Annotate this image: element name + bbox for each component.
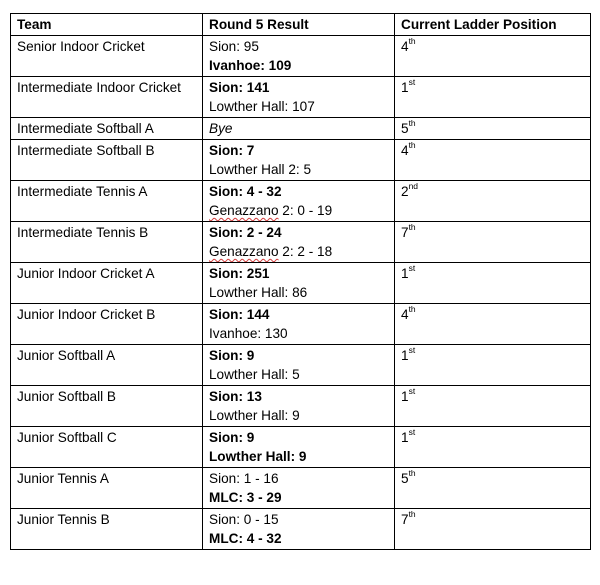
result-line: Ivanhoe: 130: [209, 326, 288, 341]
position-number: 5: [401, 471, 409, 486]
position-number: 2: [401, 184, 409, 199]
table-row: [11, 304, 591, 345]
result-cell: [203, 304, 395, 345]
ladder-position-cell: [395, 118, 591, 140]
result-cell: [203, 386, 395, 427]
ladder-position-cell: [395, 181, 591, 222]
header-round-result: Round 5 Result: [203, 14, 395, 36]
result-line: Lowther Hall: 9: [209, 449, 307, 464]
result-line: Sion: 2 - 24: [209, 225, 282, 240]
spellcheck-flagged-word: Genazzano: [209, 244, 279, 259]
result-cell: [203, 118, 395, 140]
result-line: Lowther Hall 2: 5: [209, 162, 312, 177]
result-line-rest: 2: 0 - 19: [278, 203, 333, 218]
position-number: 7: [401, 512, 409, 527]
result-cell: [203, 181, 395, 222]
result-line: Bye: [209, 121, 233, 136]
position-suffix: th: [408, 468, 416, 479]
team-cell: Intermediate Softball A: [11, 118, 203, 140]
result-line-rest: 2: 2 - 18: [278, 244, 333, 259]
position-number: 4: [401, 307, 409, 322]
result-line: Sion: 13: [209, 389, 262, 404]
team-cell: Intermediate Indoor Cricket: [11, 77, 203, 118]
result-line: Sion: 1 - 16: [209, 471, 279, 486]
ladder-position-cell: [395, 77, 591, 118]
results-table: [10, 13, 591, 550]
ladder-position-cell: [395, 468, 591, 509]
position-suffix: st: [408, 77, 416, 88]
team-cell: Senior Indoor Cricket: [11, 36, 203, 77]
table-row: [11, 263, 591, 304]
table-row: [11, 181, 591, 222]
result-line: Sion: 4 - 32: [209, 184, 282, 199]
team-cell: Junior Softball A: [11, 345, 203, 386]
team-cell: Junior Indoor Cricket B: [11, 304, 203, 345]
table-row: [11, 222, 591, 263]
result-line: MLC: 3 - 29: [209, 490, 282, 505]
ladder-position-cell: [395, 509, 591, 550]
table-body: [11, 36, 591, 550]
table-row: [11, 468, 591, 509]
team-cell: Junior Tennis A: [11, 468, 203, 509]
result-line: Lowther Hall: 9: [209, 408, 300, 423]
table-row: [11, 77, 591, 118]
result-line: Lowther Hall: 86: [209, 285, 308, 300]
team-cell: Intermediate Softball B: [11, 140, 203, 181]
position-number: 7: [401, 225, 409, 240]
ladder-position-cell: [395, 304, 591, 345]
table-row: [11, 140, 591, 181]
header-row: [11, 14, 591, 36]
result-cell: [203, 468, 395, 509]
result-line: [209, 201, 388, 220]
team-cell: Junior Tennis B: [11, 509, 203, 550]
ladder-position-cell: [395, 386, 591, 427]
header-team: Team: [11, 14, 203, 36]
table-row: [11, 345, 591, 386]
result-cell: [203, 263, 395, 304]
position-number: 1: [401, 389, 409, 404]
team-cell: Intermediate Tennis B: [11, 222, 203, 263]
position-number: 1: [401, 266, 409, 281]
result-cell: [203, 77, 395, 118]
team-cell: Junior Indoor Cricket A: [11, 263, 203, 304]
result-line: Sion: 9: [209, 430, 255, 445]
position-number: 4: [401, 39, 409, 54]
position-number: 4: [401, 143, 409, 158]
position-suffix: th: [408, 222, 416, 233]
header-ladder-position: Current Ladder Position: [395, 14, 591, 36]
position-suffix: st: [408, 386, 416, 397]
result-line: Sion: 9: [209, 348, 255, 363]
position-number: 1: [401, 348, 409, 363]
result-line: Sion: 141: [209, 80, 270, 95]
result-cell: [203, 140, 395, 181]
ladder-position-cell: [395, 345, 591, 386]
position-suffix: nd: [408, 181, 419, 192]
result-line: Sion: 144: [209, 307, 270, 322]
position-number: 1: [401, 80, 409, 95]
position-number: 1: [401, 430, 409, 445]
table-row: [11, 386, 591, 427]
position-suffix: st: [408, 263, 416, 274]
result-cell: [203, 36, 395, 77]
position-suffix: st: [408, 427, 416, 438]
table-row: [11, 118, 591, 140]
result-line: Sion: 95: [209, 39, 259, 54]
result-cell: [203, 427, 395, 468]
ladder-position-cell: [395, 36, 591, 77]
result-cell: [203, 509, 395, 550]
result-line: Sion: 251: [209, 266, 270, 281]
spellcheck-flagged-word: Genazzano: [209, 203, 279, 218]
result-cell: [203, 345, 395, 386]
ladder-position-cell: [395, 140, 591, 181]
team-cell: Junior Softball B: [11, 386, 203, 427]
position-suffix: th: [408, 140, 416, 151]
result-line: [209, 242, 388, 261]
result-line: MLC: 4 - 32: [209, 531, 282, 546]
ladder-position-cell: [395, 427, 591, 468]
result-line: Sion: 0 - 15: [209, 512, 279, 527]
team-cell: Intermediate Tennis A: [11, 181, 203, 222]
table-row: [11, 427, 591, 468]
result-line: Ivanhoe: 109: [209, 58, 292, 73]
result-line: Lowther Hall: 5: [209, 367, 300, 382]
result-line: Sion: 7: [209, 143, 255, 158]
team-cell: Junior Softball C: [11, 427, 203, 468]
result-line: Lowther Hall: 107: [209, 99, 315, 114]
position-suffix: th: [408, 304, 416, 315]
result-cell: [203, 222, 395, 263]
position-suffix: th: [408, 118, 416, 129]
position-suffix: st: [408, 345, 416, 356]
position-number: 5: [401, 121, 409, 136]
ladder-position-cell: [395, 222, 591, 263]
position-suffix: th: [408, 509, 416, 520]
table-row: [11, 509, 591, 550]
table-row: [11, 36, 591, 77]
position-suffix: th: [408, 36, 416, 47]
ladder-position-cell: [395, 263, 591, 304]
